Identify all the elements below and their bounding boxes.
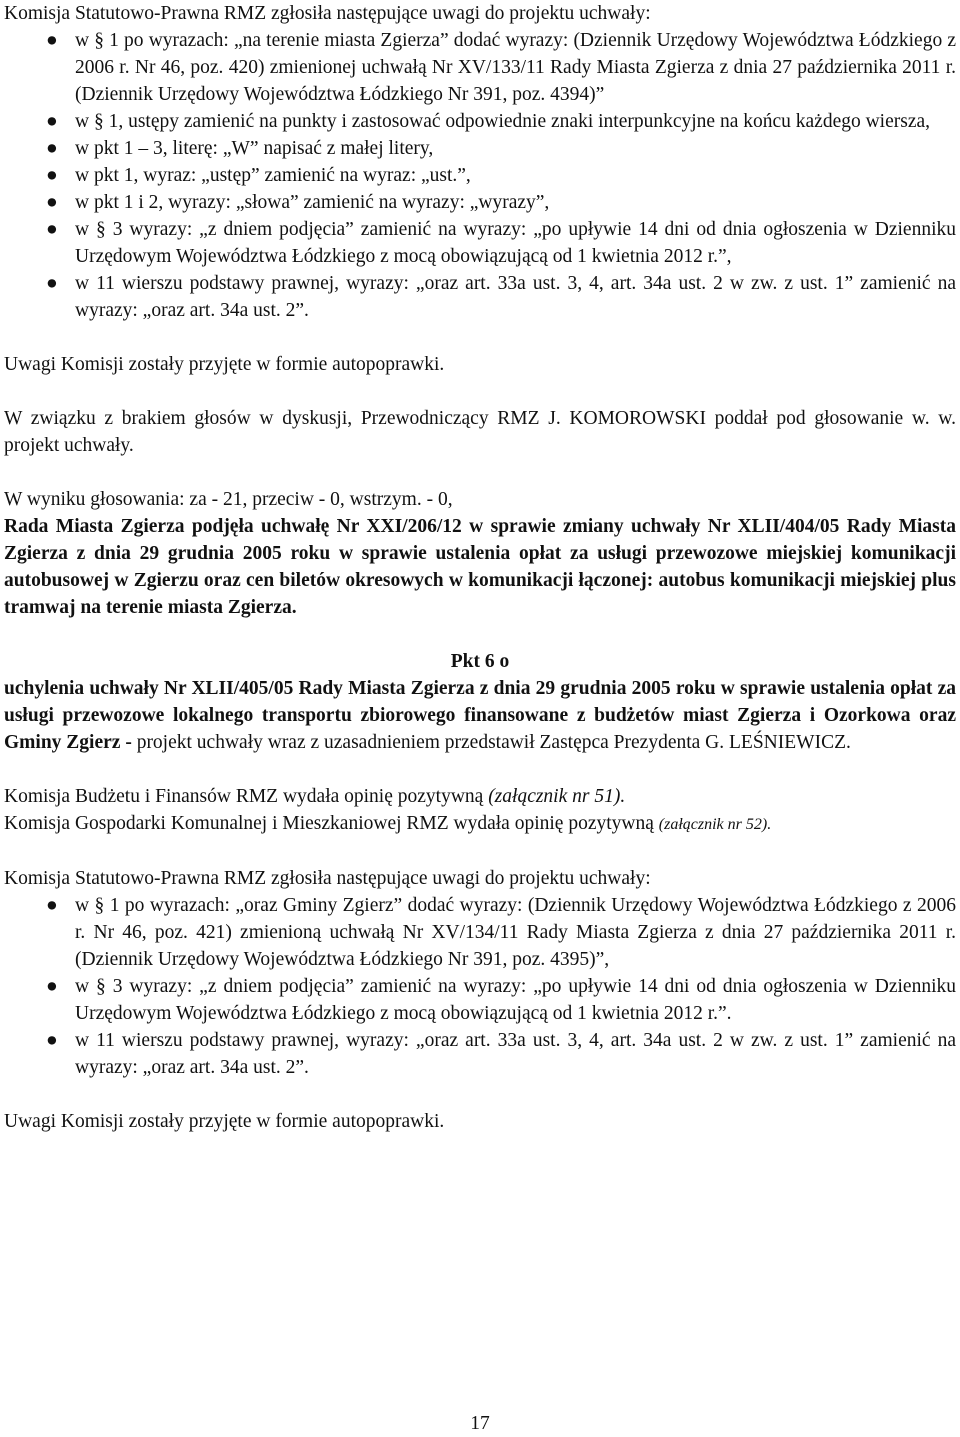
list-item: ● w § 1 po wyrazach: „oraz Gminy Zgierz” dodać wyrazy: (Dziennik Urzędowy Województwa Łódzkiego z 2006 r. Nr 46, poz. 421) zmienioną uchwałą Nr XV/134/11 Rady Miasta Zgierza z dnia 27 października 2011 r. (Dziennik Urzędowy Województwa Łódzkiego Nr 391, poz. 4395)”,: [4, 892, 956, 973]
list-item: ● w 11 wierszu podstawy prawnej, wyrazy: „oraz art. 33a ust. 3, 4, art. 34a ust. 2 w zw. z ust. 1” zamienić na wyrazy: „oraz art. 34a ust. 2”.: [4, 1027, 956, 1081]
section2-intro: Komisja Statutowo-Prawna RMZ zgłosiła następujące uwagi do projektu uchwały:: [4, 868, 651, 889]
list-item: ● w 11 wierszu podstawy prawnej, wyrazy: „oraz art. 33a ust. 3, 4, art. 34a ust. 2 w zw. z ust. 1” zamienić na wyrazy: „oraz art. 34a ust. 2”.: [4, 270, 956, 324]
opinion-budget: Komisja Budżetu i Finansów RMZ wydała opinię pozytywną (załącznik nr 51).: [4, 786, 626, 807]
bullet-icon: ●: [46, 192, 58, 213]
bullet-icon: ●: [46, 273, 58, 294]
section1-accepted: Uwagi Komisji zostały przyjęte w formie autopoprawki.: [4, 354, 445, 375]
document-body: [4, 0, 956, 1135]
section1-intro: Komisja Statutowo-Prawna RMZ zgłosiła następujące uwagi do projektu uchwały:: [4, 3, 651, 24]
resolution-text: Rada Miasta Zgierza podjęła uchwałę Nr XXI/206/12 w sprawie zmiany uchwały Nr XLII/404/05 Rady Miasta Zgierza z dnia 29 grudnia 2005 roku w sprawie ustalenia opłat za usługi przewozowe miejskiej komunikacji autobusowej w Zgierzu oraz cen biletów okresowych w komunikacji łączonej: autobus komunikacji miejskiej plus tramwaj na terenie miasta Zgierza.: [4, 516, 956, 618]
bullet-icon: ●: [46, 1030, 58, 1051]
bullet-icon: ●: [46, 138, 58, 159]
bullet-icon: ●: [46, 30, 58, 51]
list-item: ● w § 3 wyrazy: „z dniem podjęcia” zamienić na wyrazy: „po upływie 14 dni od dnia ogłoszenia w Dzienniku Urzędowym Województwa Łódzkiego z mocą obowiązującą od 1 kwietnia 2012 r.”.: [4, 973, 956, 1027]
section2-accepted: Uwagi Komisji zostały przyjęte w formie autopoprawki.: [4, 1111, 445, 1132]
bullet-icon: ●: [46, 219, 58, 240]
bullet-icon: ●: [46, 165, 58, 186]
list-item: ● w pkt 1 – 3, literę: „W” napisać z małej litery,: [4, 135, 956, 162]
vote-result: W wyniku głosowania: za - 21, przeciw - 0, wstrzym. - 0,: [4, 489, 453, 510]
section1-list: [4, 27, 956, 324]
list-item: ● w pkt 1 i 2, wyrazy: „słowa” zamienić na wyrazy: „wyrazy”,: [4, 189, 956, 216]
list-item: ● w § 1 po wyrazach: „na terenie miasta Zgierza” dodać wyrazy: (Dziennik Urzędowy Województwa Łódzkiego z 2006 r. Nr 46, poz. 420) zmienionej uchwałą Nr XV/133/11 Rady Miasta Zgierza z dnia 27 października 2011 r. (Dziennik Urzędowy Województwa Łódzkiego Nr 391, poz. 4394)”: [4, 27, 956, 108]
discussion-paragraph: W związku z brakiem głosów w dyskusji, Przewodniczący RMZ J. KOMOROWSKI poddał pod głosowanie w. w. projekt uchwały.: [4, 408, 956, 456]
opinion-communal: Komisja Gospodarki Komunalnej i Mieszkaniowej RMZ wydała opinię pozytywną (załącznik nr 52).: [4, 813, 772, 834]
point-title: Pkt 6 o: [450, 651, 510, 672]
list-item: ● w § 1, ustępy zamienić na punkty i zastosować odpowiednie znaki interpunkcyjne na końcu każdego wiersza,: [4, 108, 956, 135]
section2-list: [4, 892, 956, 1081]
list-item: ● w pkt 1, wyraz: „ustęp” zamienić na wyraz: „ust.”,: [4, 162, 956, 189]
bullet-icon: ●: [46, 111, 58, 132]
bullet-icon: ●: [46, 895, 58, 916]
bullet-icon: ●: [46, 976, 58, 997]
point-subject: uchylenia uchwały Nr XLII/405/05 Rady Miasta Zgierza z dnia 29 grudnia 2005 roku w sprawie ustalenia opłat za usługi przewozowe lokalnego transportu zbiorowego finansowane z budżetów miast Zgierza i Ozorkowa oraz Gminy Zgierz - projekt uchwały wraz z uzasadnieniem przedstawił Zastępca Prezydenta G. LEŚNIEWICZ.: [4, 678, 956, 753]
list-item: ● w § 3 wyrazy: „z dniem podjęcia” zamienić na wyrazy: „po upływie 14 dni od dnia ogłoszenia w Dzienniku Urzędowym Województwa Łódzkiego z mocą obowiązującą od 1 kwietnia 2012 r.”,: [4, 216, 956, 270]
page-number: 17: [470, 1413, 490, 1434]
